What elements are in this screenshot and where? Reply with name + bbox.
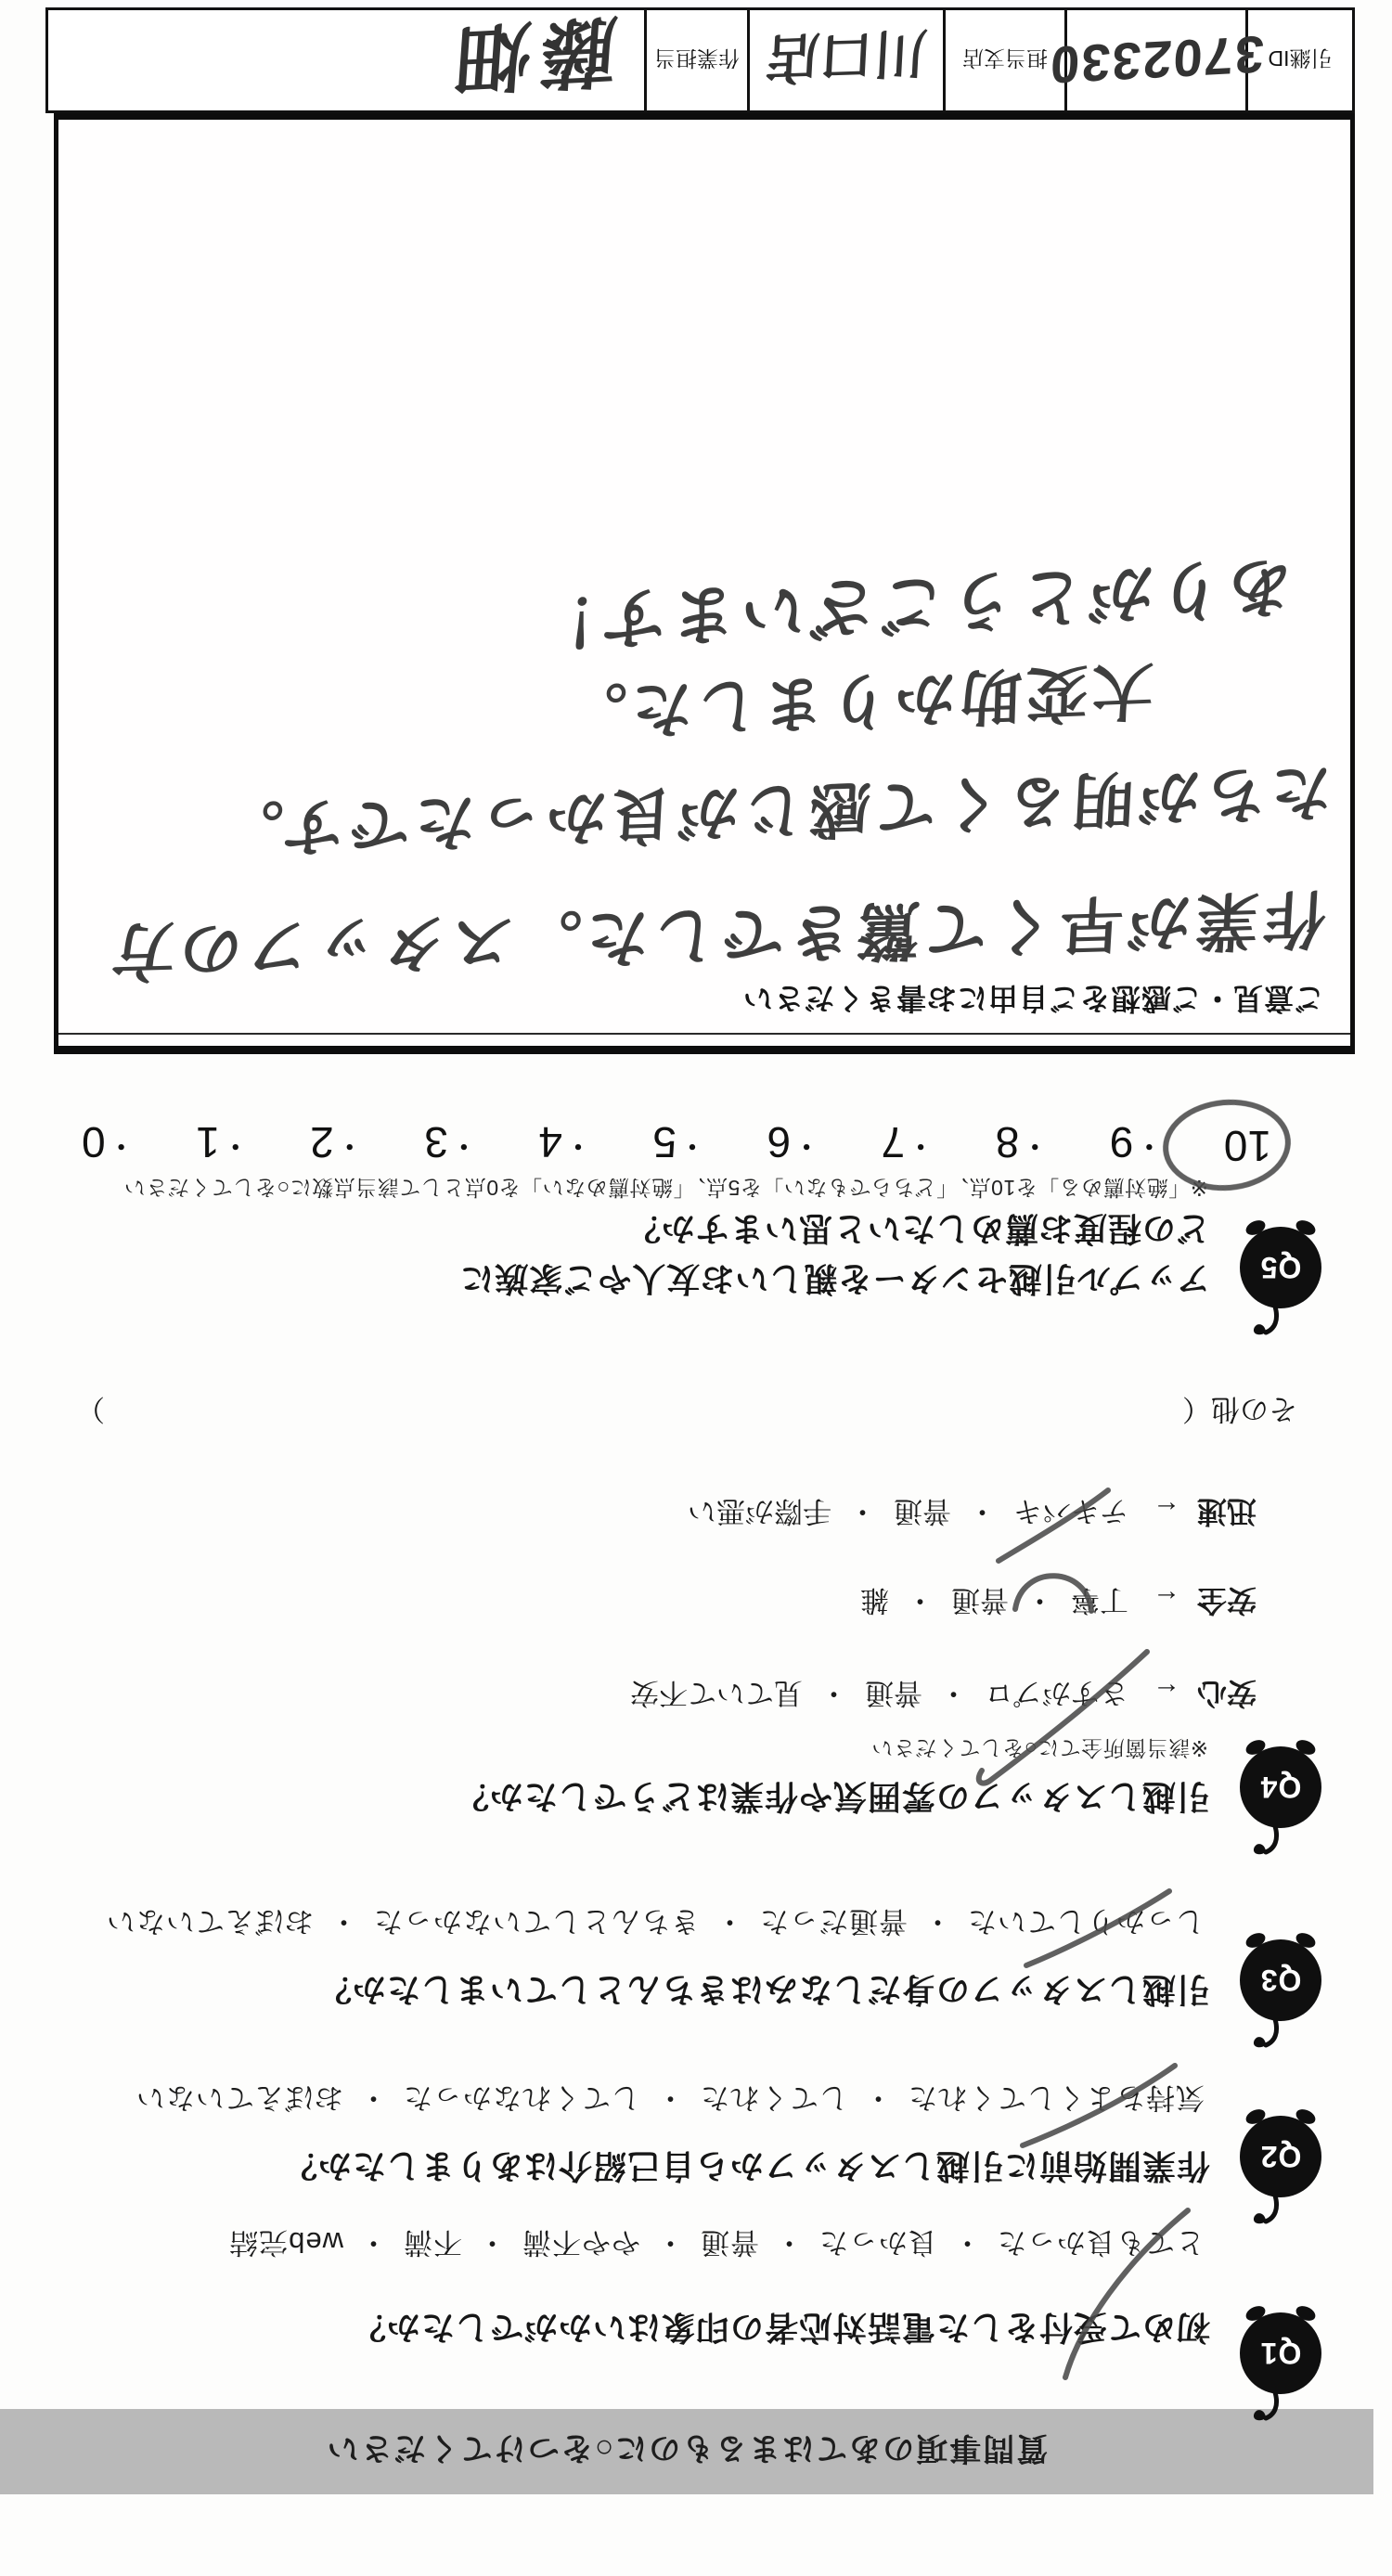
footer-table: [45, 7, 1355, 113]
option: ・ 普通だった: [759, 1905, 967, 1938]
option: 雑: [859, 1584, 889, 1616]
q3-badge: Q3: [1259, 1964, 1302, 1998]
option: ・ 良かった: [818, 2226, 997, 2259]
q4-badge: Q4: [1259, 1771, 1302, 1805]
q4-row-jinsoku: [688, 1492, 1257, 1535]
left-arrow-icon: ←: [1152, 1677, 1180, 1707]
q4-mascot-icon: [1234, 1732, 1323, 1861]
dot-separator: ・: [967, 1495, 997, 1527]
box-inner-rule: [58, 1033, 1350, 1035]
q5-score-scale: [82, 1117, 1271, 1171]
option: 普通: [864, 1677, 922, 1709]
q4-row-anshin: [630, 1674, 1257, 1717]
q1-options-row: [228, 2224, 1205, 2266]
sprout-icon: [1251, 2390, 1288, 2422]
sprout-icon: [1251, 1824, 1288, 1856]
q1-badge: Q1: [1259, 2337, 1302, 2371]
option: とても良かった: [997, 2226, 1205, 2259]
left-arrow-icon: ←: [1152, 1584, 1180, 1615]
handwritten-branch: 川口店: [764, 21, 929, 89]
row-label: 安心: [1196, 1677, 1257, 1710]
q2-badge: Q2: [1259, 2140, 1302, 2174]
dot-separator: ・: [1025, 1584, 1054, 1616]
scale-value-6: ・ 6: [767, 1117, 823, 1171]
q3-mascot-icon: [1234, 1925, 1323, 2054]
option: ・ してくれた: [700, 2081, 908, 2114]
q4-title: 引越しスタッフの雰囲気や作業はどうでしたか？: [454, 1778, 1210, 1816]
dot-separator: ・: [818, 1677, 848, 1709]
q3-options-row: [106, 1903, 1205, 1945]
other-label: その他（: [1182, 1393, 1297, 1425]
sprout-icon: [1251, 2017, 1288, 2049]
instruction-bar: [0, 2409, 1373, 2494]
sprout-icon: [1251, 2194, 1288, 2225]
handwritten-id: 3702330: [1047, 25, 1266, 96]
dot-separator: ・: [938, 1677, 968, 1709]
field-value-staff: [48, 6, 644, 110]
q1-mascot-icon: [1234, 2298, 1323, 2428]
other-close-paren: ）: [76, 1393, 105, 1425]
q2-mascot-icon: [1234, 2101, 1323, 2231]
option: さすがプロ: [984, 1677, 1128, 1709]
option: 見ていて不安: [629, 1677, 803, 1709]
option: ・ おぼえていない: [106, 1905, 373, 1938]
handwritten-comment-line: たちが明るくて感じが良かったです。: [214, 756, 1334, 866]
q4-other-row: [76, 1391, 1297, 1433]
scale-value-7: ・ 7: [882, 1117, 937, 1171]
handwritten-staff-name: 藤畑: [443, 6, 620, 101]
row-label: 安全: [1196, 1584, 1257, 1617]
option: ・ してくれなかった: [403, 2081, 700, 2114]
option: ・ きちんとしていなかった: [373, 1905, 759, 1938]
scale-value-4: ・ 4: [538, 1117, 594, 1171]
field-value-branch: [747, 10, 943, 110]
option: 気持ちよくしてくれた: [908, 2081, 1205, 2114]
q2-options-row: [135, 2080, 1205, 2121]
option: しっかりしていた: [967, 1905, 1205, 1938]
comment-box: [54, 113, 1355, 1054]
field-label-hikitsugi-id: 引継ID: [1245, 10, 1352, 110]
option: 普通: [950, 1584, 1009, 1616]
row-label: 迅速: [1196, 1495, 1257, 1528]
q5-badge: Q5: [1259, 1251, 1302, 1285]
scale-value-10: 10: [1223, 1122, 1271, 1170]
field-label-branch: 担当支店: [943, 10, 1064, 110]
scale-value-0: ・ 0: [82, 1117, 137, 1171]
option: ・ 普通: [700, 2226, 818, 2259]
field-label-staff: 作業担当: [644, 10, 747, 110]
handwritten-comment-line: 作業が早くて驚きでした。スタッフの方: [105, 882, 1329, 987]
left-arrow-icon: ←: [1152, 1495, 1180, 1526]
dot-separator: ・: [847, 1495, 877, 1527]
option: テキパキ: [1012, 1495, 1128, 1527]
scale-value-2: ・ 2: [310, 1117, 366, 1171]
instruction-text: 質問事項のあてはまるものに○をつけてください: [325, 2430, 1049, 2467]
comment-box-label: ご意見・ご感想をご自由にお書きください: [741, 982, 1324, 1015]
q5-title-line2: どの程度お薦めしたいと思いますか？: [625, 1210, 1210, 1248]
dot-separator: ・: [905, 1584, 934, 1616]
handwritten-comment-line: 大変助かりました。: [560, 655, 1155, 748]
q5-note: ※「絶対薦める」を10点、「どちらでもない」を5点、「絶対薦めない」を0点として該当点数に○をしてください: [123, 1176, 1208, 1200]
scale-value-3: ・ 3: [424, 1117, 480, 1171]
q4-note: ※該当箇所全てに○をしてください: [870, 1736, 1208, 1760]
scale-value-8: ・ 8: [996, 1117, 1051, 1171]
q1-title: 初めて受付をした電話対応者の印象はいかがでしたか？: [351, 2309, 1210, 2347]
scale-value-9: ・ 9: [1110, 1117, 1166, 1171]
handwritten-comment-line: ありがとうございます！: [525, 548, 1295, 660]
option: ・ web完結: [228, 2226, 403, 2259]
q5-mascot-icon: [1234, 1212, 1323, 1342]
q3-title: 引越しスタッフの身だしなみはきちんとしていましたか？: [316, 1971, 1210, 2009]
q5-title-line1: アップル引越センターを親しいお友人やご家族に: [459, 1260, 1210, 1298]
option: 手際が悪い: [687, 1495, 831, 1527]
option: ・ 不満: [403, 2226, 522, 2259]
option: 普通: [893, 1495, 951, 1527]
option: 丁寧: [1070, 1584, 1128, 1616]
scale-value-5: ・ 5: [652, 1117, 708, 1171]
option: ・ おぼえていない: [135, 2081, 403, 2114]
sprout-icon: [1251, 1305, 1288, 1336]
q4-row-anzen: [860, 1581, 1257, 1624]
field-value-hikitsugi-id: [1047, 10, 1266, 110]
q2-title: 作業開始前に引越しスタッフから自己紹介はありましたか？: [282, 2147, 1210, 2185]
option: ・ やや不満: [522, 2226, 700, 2259]
scale-value-1: ・ 1: [196, 1117, 251, 1171]
